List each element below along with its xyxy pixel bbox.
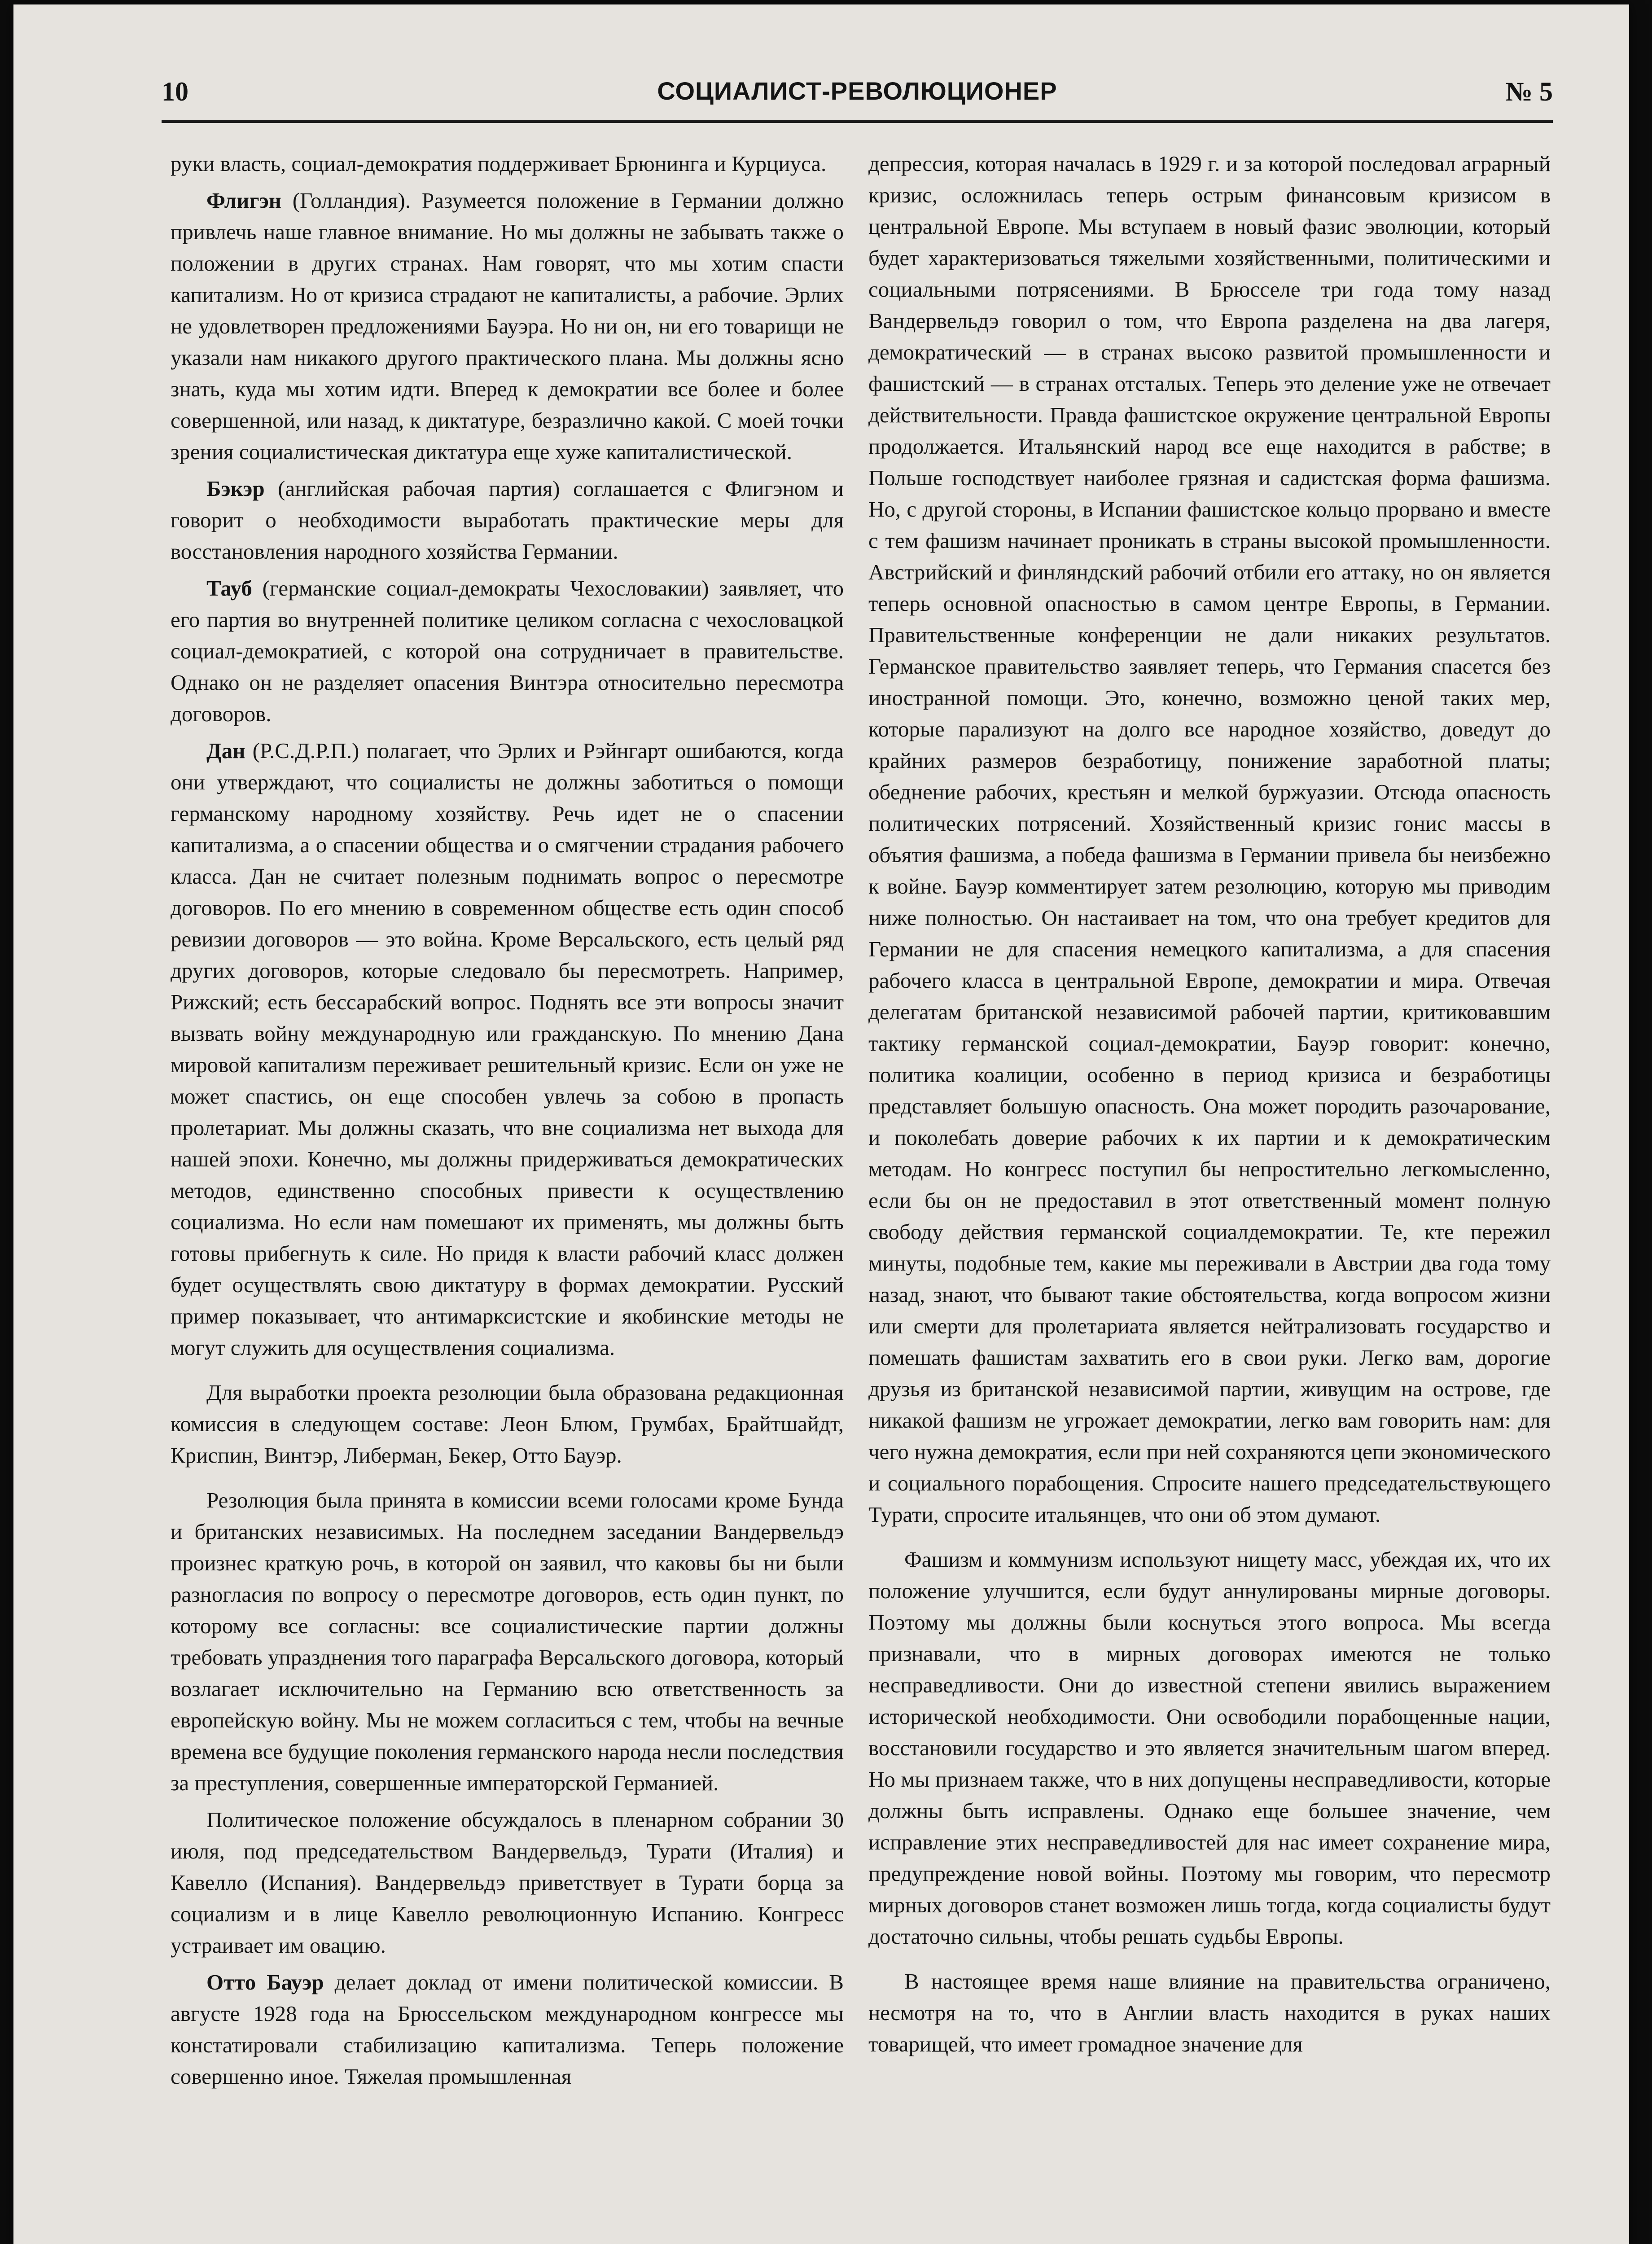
paragraph: Фашизм и коммунизм используют нищету масс, убеждая их, что их положение улучшится, если будут аннулированы мирные договоры. Поэтому мы должны были коснуться этого вопроса. Мы всегда признавали, что в мирных договорах имеются не только несправедливости. Они до известной степени явились выражением исторической необходимости. Они освободили порабощенные нации, восстановили государство и это является значительным шагом вперед. Но мы признаем также, что в них допущены несправедливости, которые должны быть исправлены. Однако еще большее значение, чем исправление этих несправедливостей для нас имеет сохранение мира, предупреждение новой войны. Поэтому мы говорим, что пересмотр мирных договоров станет возможен лишь тогда, когда социалисты будут достаточно сильны, чтобы решать судьбы Европы. (868, 1547, 1551, 1949)
masthead-title: СОЦИАЛИСТ-РЕВОЛЮЦИОНЕР (657, 77, 1057, 105)
left-column (171, 148, 844, 2098)
paragraph: Флигэн (Голландия). Разумеется положение в Германии должно привлечь наше главное внимание. Но мы должны не забывать также о положении в других странах. Нам говорят, что мы хотим спасти капитализм. Но от кризиса страдают не капиталисты, а рабочие. Эрлих не удовлетворен предложениями Бауэра. Но ни он, ни его товарищи не указали нам никакого другого практического плана. Мы должны ясно знать, куда мы хотим идти. Вперед к демократии все более и более совершенной, или назад, к диктатуре, безразлично какой. С моей точки зрения социалистическая диктатура еще хуже капиталистической. (171, 188, 844, 464)
header-rule (162, 120, 1553, 123)
speaker-name: Бэкэр (206, 476, 265, 501)
paragraph: Политическое положение обсуждалось в пленарном собрании 30 июля, под председательством Вандервельдэ, Турати (Италия) и Кавелло (Испания). Вандервельдэ приветствует в Турати борца за социализм и в лице Кавелло революционную Испанию. Конгресс устраивает им овацию. (171, 1807, 844, 1958)
page-header (162, 67, 1553, 117)
paragraph: Для выработки проекта резолюции была образована редакционная комиссия в следующем составе: Леон Блюм, Грумбах, Брайтшайдт, Криспин, Винтэр, Либерман, Бекер, Отто Бауэр. (171, 1380, 844, 1468)
newspaper-page (13, 4, 1629, 2244)
paragraph: Дан (Р.С.Д.Р.П.) полагает, что Эрлих и Рэйнгарт ошибаются, когда они утверждают, что социалисты не должны заботиться о помощи германскому народному хозяйству. Речь идет не о спасении капитализма, а о спасении общества и о смягчении страдания рабочего класса. Дан не считает полезным поднимать вопрос о пересмотре договоров. По его мнению в современном обществе есть один способ ревизии договоров — это война. Кроме Версальского, есть целый ряд других договоров, которые следовало бы пересмотреть. Например, Рижский; есть бессарабский вопрос. Поднять все эти вопросы значит вызвать войну международную или гражданскую. По мнению Дана мировой капитализм переживает решительный кризис. Если он уже не может спастись, он еще способен увлечь за собою в пропасть пролетариат. Мы должны сказать, что вне социализма нет выхода для нашей эпохи. Конечно, мы должны придерживаться демократических методов, единственно способных привести к осуществлению социализма. Но если нам помешают их применять, мы должны быть готовы прибегнуть к силе. Но придя к власти рабочий класс должен будет осуществлять свою диктатуру в формах демократии. Русский пример показывает, что антимарксистские и якобинские методы не могут служить для осуществления социализма. (171, 738, 844, 1360)
speaker-name: Дан (206, 738, 245, 763)
paragraph: депрессия, которая началась в 1929 г. и за которой последовал аграрный кризис, осложнилась теперь острым финансовым кризисом в центральной Европе. Мы вступаем в новый фазис эволюции, который будет характеризоваться тяжелыми хозяйственными, политическими и социальными потрясениями. В Брюсселе три года тому назад Вандервельдэ говорил о том, что Европа разделена на два лагеря, демократический — в странах высоко развитой промышленности и фашистский — в странах отсталых. Теперь это деление уже не отвечает действительности. Правда фашистское окружение центральной Европы продолжается. Итальянский народ все еще находится в рабстве; в Польше господствует наиболее грязная и садистская форма фашизма. Но, с другой стороны, в Испании фашистское кольцо прорвано и вместе с тем фашизм начинает проникать в страны высокой промышленности. Австрийский и финляндский рабочий отбили его аттаку, но он является теперь основной опасностью в самом центре Европы, в Германии. Правительственные конференции не дали никаких результатов. Германское правительство заявляет теперь, что Германия спасется без иностранной помощи. Это, конечно, возможно ценой таких мер, которые парализуют на долго все народное хозяйство, доведут до крайних размеров безработицу, понижение заработной платы; обеднение рабочих, крестьян и мелкой буржуазии. Отсюда опасность политических потрясений. Хозяйственный кризис гонис массы в объятия фашизма, а победа фашизма в Германии привела бы неизбежно к войне. Бауэр комментирует затем резолюцию, которую мы приводим ниже полностью. Он настаивает на том, что она требует кредитов для Германии не для спасения немецкого капитализма, а для спасения рабочего класса в центральной Европе, демократии и мира. Отвечая делегатам британской независимой рабочей партии, критиковавшим тактику германской социал-демократии, Бауэр говорит: конечно, политика коалиции, особенно в период кризиса и безработицы представляет большую опасность. Она может породить разочарование, и поколебать доверие рабочих к их партии и к демократическим методам. Но конгресс поступил бы непростительно легкомысленно, если бы он не предоставил в этот ответственный момент полную свободу действия германской социалдемократии. Те, кте пережил минуты, подобные тем, какие мы переживали в Австрии два года тому назад, знают, что бывают такие обстоятельства, когда вопросом жизни или смерти для пролетариата является нейтрализовать государство и помешать фашистам захватить его в свои руки. Легко вам, дорогие друзья из британской независимой партии, живущим на острове, где никакой фашизм не угрожает демократии, легко вам говорить нам: для чего нужна демократия, если при ней сохраняются цепи экономического и социального порабощения. Спросите нашего председательствующего Турати, спросите итальянцев, что они об этом думают. (868, 151, 1551, 1527)
page-number: 10 (162, 77, 188, 106)
right-column (868, 148, 1551, 2065)
speaker-name: Тауб (206, 576, 252, 600)
paragraph: Резолюция была принята в комиссии всеми голосами кроме Бунда и британских независимых. На последнем заседании Вандервельдэ произнес краткую рочь, в которой он заявил, что каковы бы ни были разногласия по вопросу о пересмотре договоров, есть один пункт, по которому все согласны: все социалистические партии должны требовать упразднения того параграфа Версальского договора, который возлагает исключительно на Германию всю ответственность за европейскую войну. Мы не можем согласиться с тем, чтобы на вечные времена все будущие поколения германского народа несли последствия за преступления, совершенные императорской Германией. (171, 1488, 844, 1795)
speaker-name: Отто Бауэр (206, 1970, 324, 1994)
paragraph: руки власть, социал-демократия поддерживает Брюнинга и Курциуса. (171, 151, 827, 176)
paragraph: Отто Бауэр делает доклад от имени политической комиссии. В августе 1928 года на Брюссельском международном конгрессе мы констатировали стабилизацию капитализма. Теперь положение совершенно иное. Тяжелая промышленная (171, 1970, 844, 2089)
speaker-name: Флигэн (206, 188, 282, 213)
paragraph: В настоящее время наше влияние на правительства ограничено, несмотря на то, что в Англии власть находится в руках наших товарищей, что имеет громадное значение для (868, 1969, 1551, 2056)
issue-number: № 5 (1505, 77, 1553, 106)
paragraph: Бэкэр (английская рабочая партия) соглашается с Флигэном и говорит о необходимости выработать практические меры для восстановления народного хозяйства Германии. (171, 476, 844, 564)
paragraph: Тауб (германские социал-демократы Чехословакии) заявляет, что его партия во внутренней политике целиком согласна с чехословацкой социал-демократией, с которой она сотрудничает в правительстве. Однако он не разделяет опасения Винтэра относительно пересмотра договоров. (171, 576, 844, 726)
